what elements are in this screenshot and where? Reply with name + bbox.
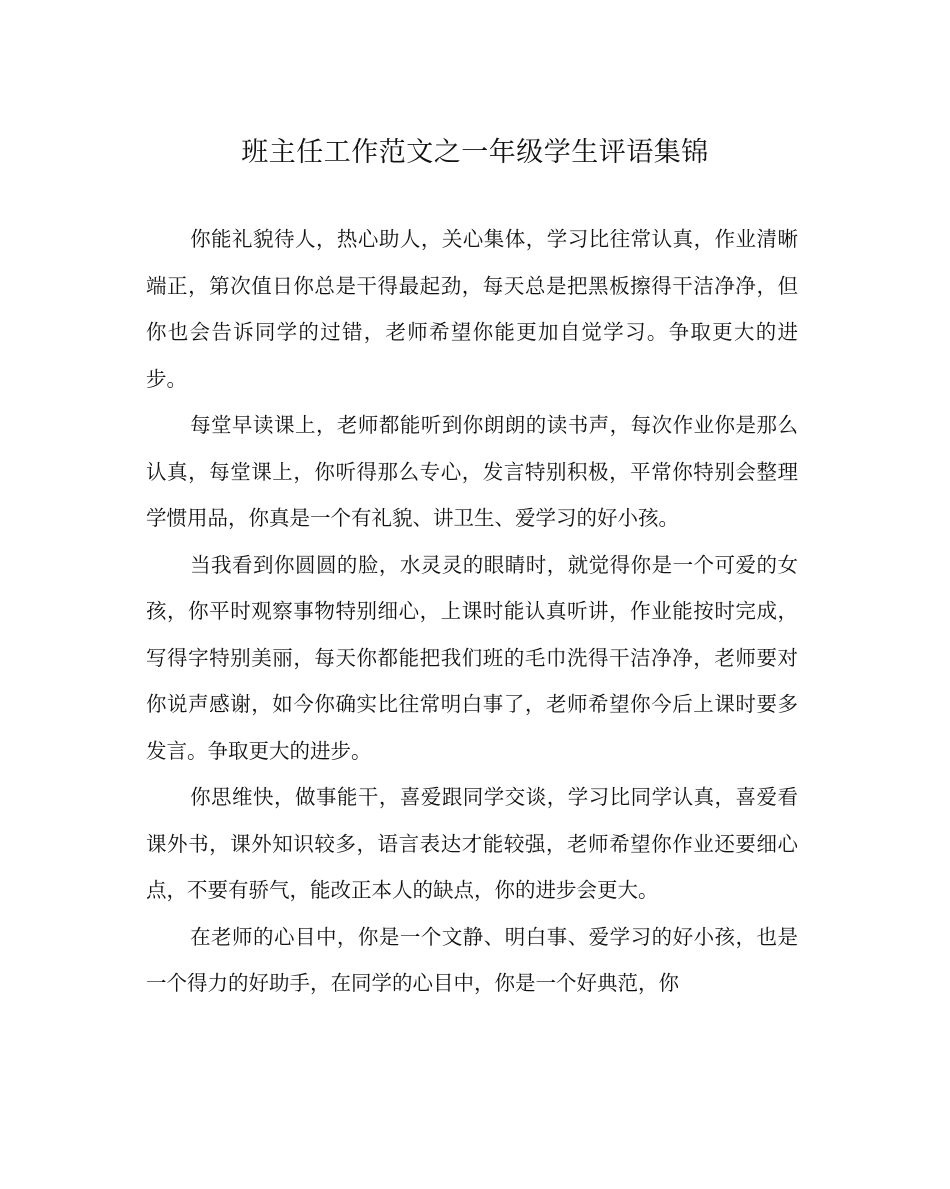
paragraph-1: 你能礼貌待人，热心助人，关心集体，学习比往常认真，作业清晰端正，第次值日你总是干得最起劲，每天总是把黑板擦得干洁净净，但你也会告诉同学的过错，老师希望你能更加自觉学习。争取更大的进步。 (146, 227, 798, 391)
paragraph-5: 在老师的心目中，你是一个文静、明白事、爱学习的好小孩，也是一个得力的好助手，在同学的心目中，你是一个好典范，你 (146, 924, 798, 995)
document-title: 班主任工作范文之一年级学生评语集锦 (241, 137, 709, 168)
paragraph-2: 每堂早读课上，老师都能听到你朗朗的读书声，每次作业你是那么认真，每堂课上，你听得那么专心，发言特别积极，平常你特别会整理学惯用品，你真是一个有礼貌、讲卫生、爱学习的好小孩。 (146, 413, 798, 530)
document-body (146, 216, 798, 1007)
paragraph-4: 你思维快，做事能干，喜爱跟同学交谈，学习比同学认真，喜爱看课外书，课外知识较多，语言表达才能较强，老师希望你作业还要细心点，不要有骄气，能改正本人的缺点，你的进步会更大。 (146, 785, 798, 902)
paragraph-3: 当我看到你圆圆的脸，水灵灵的眼睛时，就觉得你是一个可爱的女孩，你平时观察事物特别细心，上课时能认真听讲，作业能按时完成，写得字特别美丽，每天你都能把我们班的毛巾洗得干洁净净，老师要对你说声感谢，如今你确实比往常明白事了，老师希望你今后上课时要多发言。争取更大的进步。 (146, 552, 798, 763)
